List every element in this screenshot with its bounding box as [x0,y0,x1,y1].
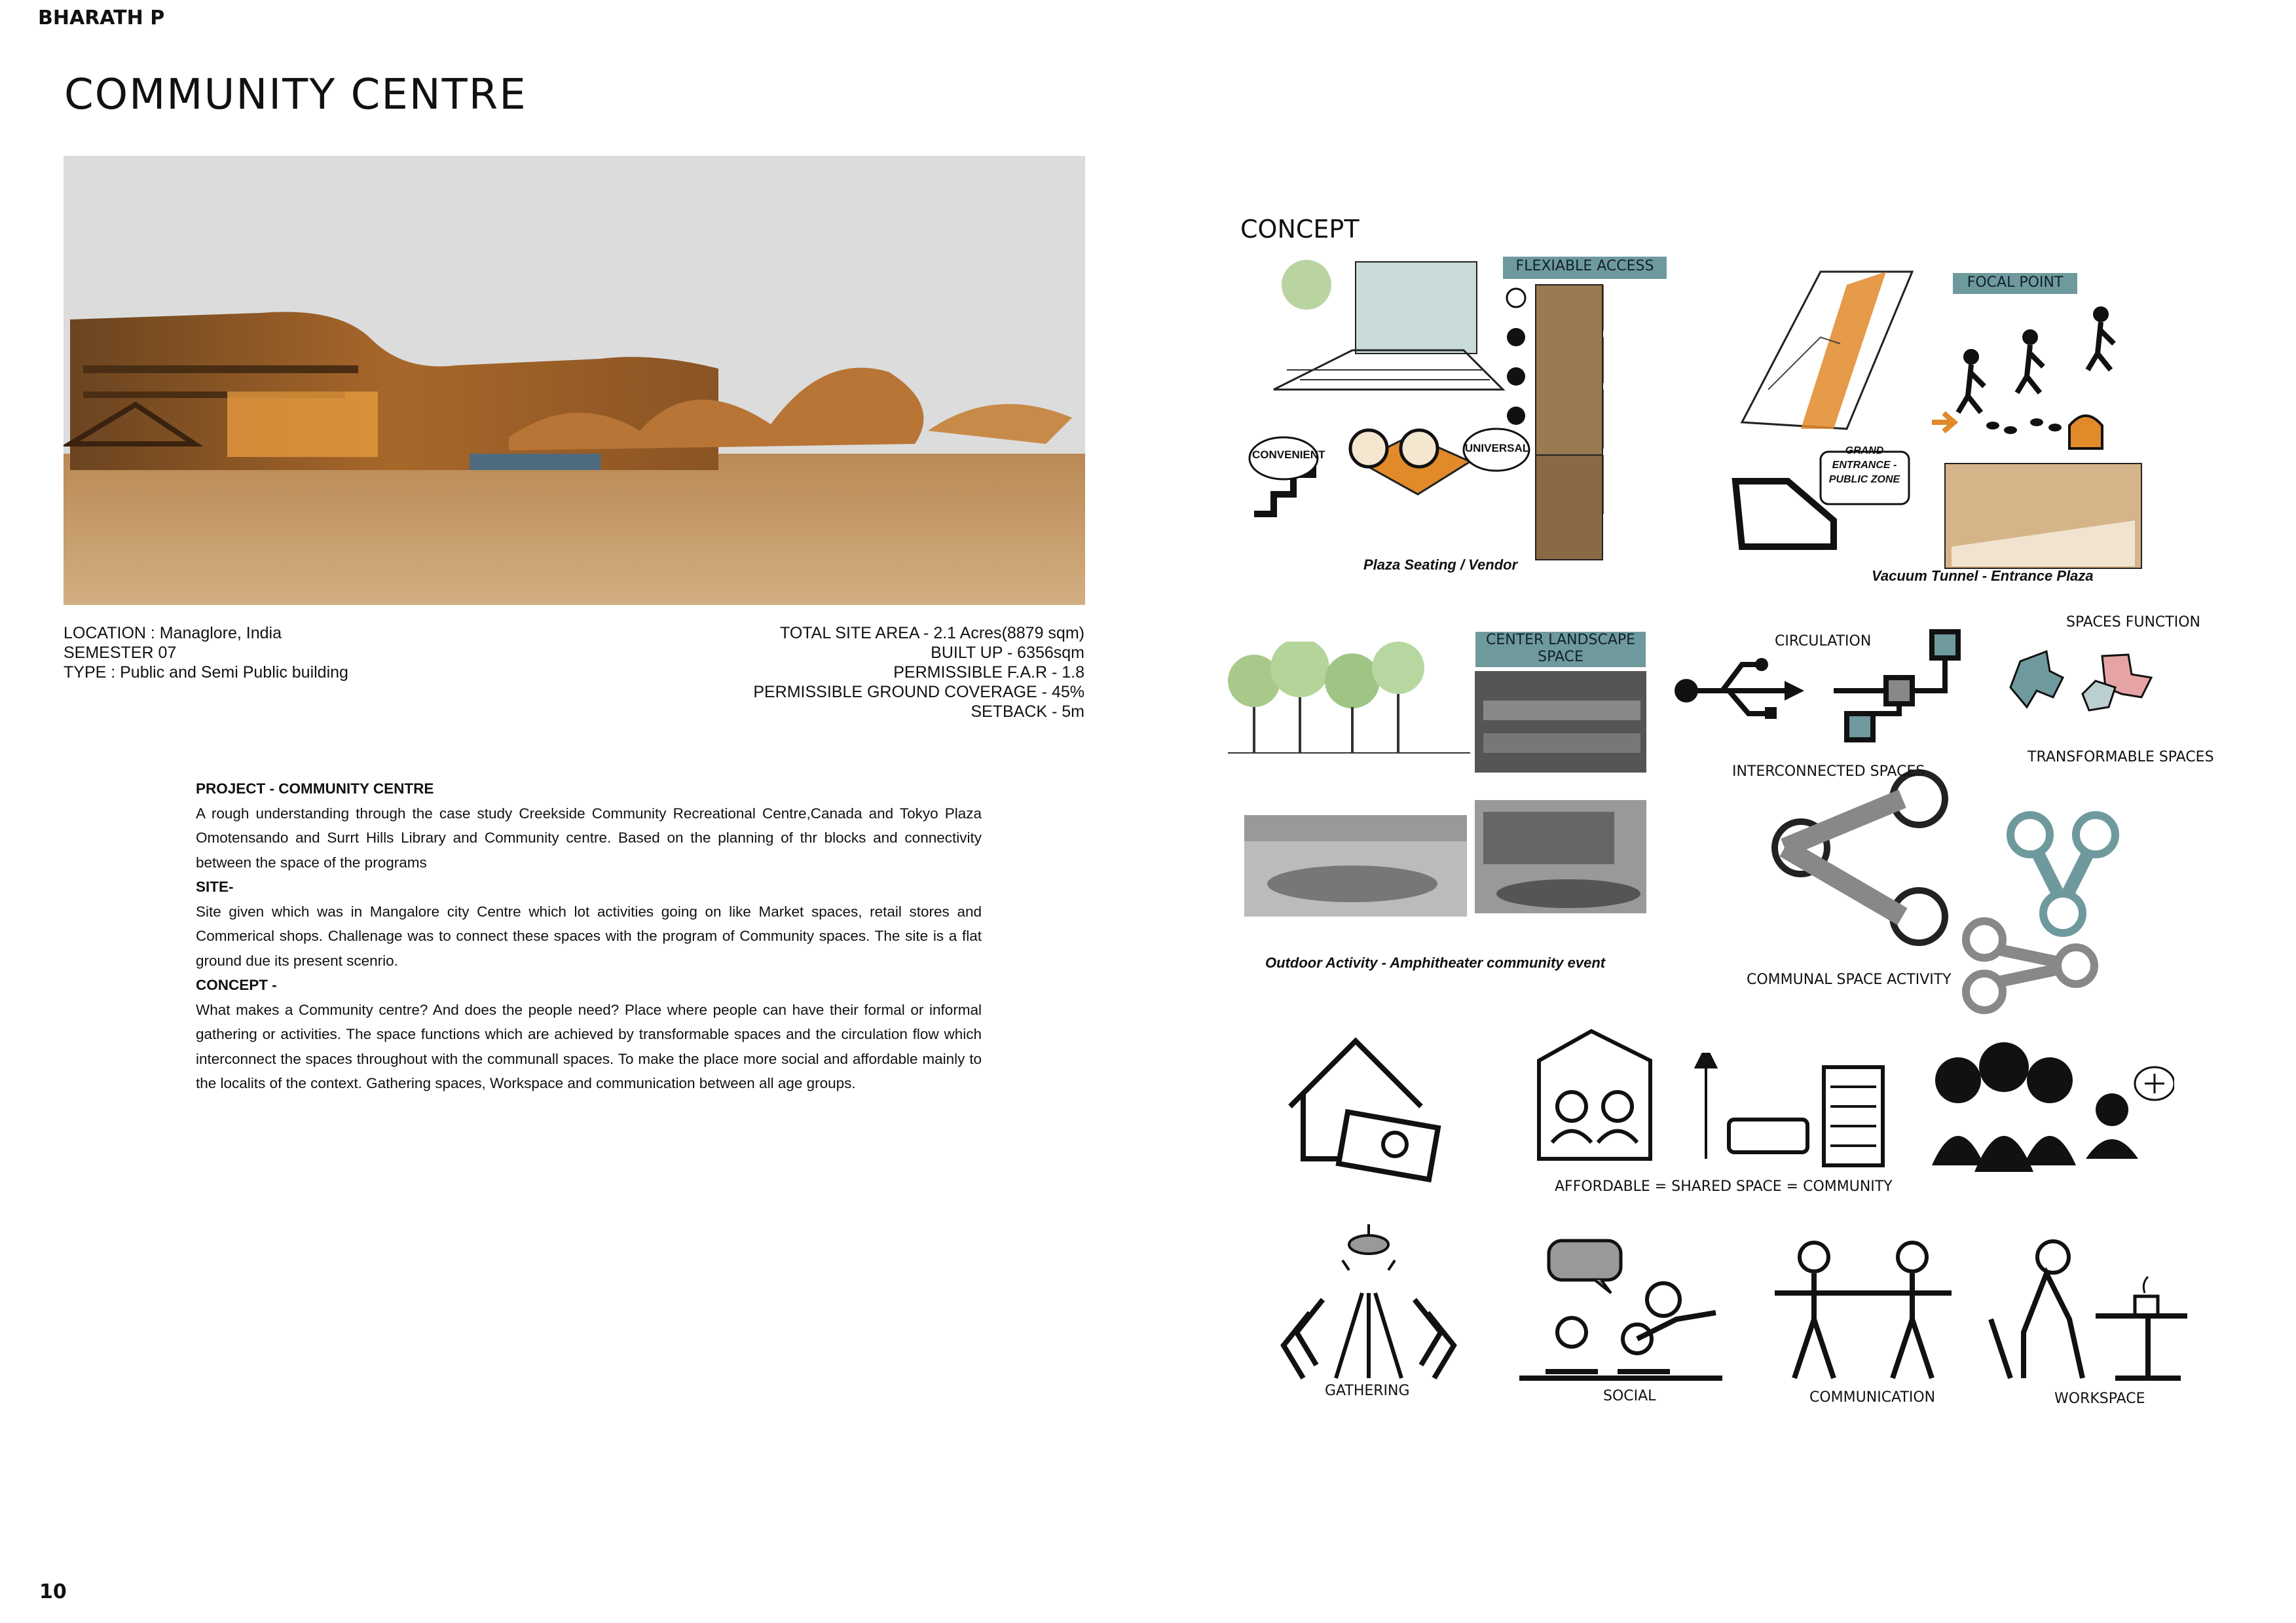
paragraph-site: Site given which was in Mangalore city Centre which lot activities going on like Market spaces, retail stores and Commerical shops. Challenage was to connect these spaces with the program of Community spaces. The site is a flat ground due its present scenrio. [196,903,982,969]
label-social: SOCIAL [1603,1388,1656,1404]
info-setback: SETBACK - 5m [971,702,1084,721]
landscape-images [1228,642,1660,930]
info-built-up: BUILT UP - 6356sqm [931,644,1084,662]
info-semester: SEMESTER 07 [64,644,177,662]
bubble-grand-entrance: GRAND ENTRANCE -PUBLIC ZONE [1828,445,1900,485]
page-title: COMMUNITY CENTRE [64,71,527,119]
page-number: 10 [39,1580,67,1603]
focal-point-sketch [1729,259,2148,586]
heading-concept: CONCEPT - [196,977,277,993]
label-interconnected-spaces: INTERCONNECTED SPACES [1732,763,1925,780]
caption-vacuum-tunnel: Vacuum Tunnel - Entrance Plaza [1872,568,2094,584]
project-info-left [64,623,348,682]
label-circulation: CIRCULATION [1775,633,1872,649]
info-far: PERMISSIBLE F.A.R - 1.8 [893,663,1084,682]
label-communal-space-activity: COMMUNAL SPACE ACTIVITY [1747,972,1952,988]
heading-project: PROJECT - COMMUNITY CENTRE [196,780,434,797]
label-communication: COMMUNICATION [1809,1389,1936,1406]
info-location: LOCATION : Managlore, India [64,624,282,642]
caption-plaza: Plaza Seating / Vendor [1363,556,1518,573]
label-gathering: GATHERING [1325,1383,1410,1399]
project-info-right [655,623,1084,721]
activity-icons [1270,1221,2200,1391]
info-ground-coverage: PERMISSIBLE GROUND COVERAGE - 45% [753,683,1084,701]
tag-flexible-access: FLEXIABLE ACCESS [1503,257,1667,279]
heading-site: SITE- [196,879,234,895]
plaza-sketch [1248,259,1667,579]
info-type: TYPE : Public and Semi Public building [64,663,348,682]
tag-center-landscape: CENTER LANDSCAPE SPACE [1475,632,1646,667]
label-affordable-shared-community: AFFORDABLE = SHARED SPACE = COMMUNITY [1555,1178,1893,1195]
building-render [64,156,1085,605]
bubble-convenient: CONVENIENT [1252,448,1325,461]
label-spaces-function: SPACES FUNCTION [2066,614,2200,630]
paragraph-concept: What makes a Community centre? And does the people need? Place where people can have their formal or informal gathering or activities. The space functions which are achieved by transformable spaces and the circulation flow which interconnect the spaces throughout with the communall spaces. To make the place more social and affordable mainly to the localits of the context. Gathering spaces, Workspace and communication between all age groups. [196,1001,982,1091]
project-description [196,776,982,1096]
concept-title: CONCEPT [1240,215,1360,244]
community-icons [1284,1028,2174,1185]
info-site-area: TOTAL SITE AREA - 2.1 Acres(8879 sqm) [780,624,1084,642]
label-workspace: WORKSPACE [2054,1391,2145,1407]
paragraph-project: A rough understanding through the case study Creekside Community Recreational Centre,Canada and Tokyo Plaza Omotensando and Surrt Hills Library and Community centre. Based on the planning of thr blocks and connectivity between the space of the programs [196,805,982,871]
bubble-universal: UNIVERSAL [1464,442,1530,454]
author-name: BHARATH P [38,7,165,29]
label-transformable-spaces: TRANSFORMABLE SPACES [2028,749,2214,765]
caption-outdoor-activity: Outdoor Activity - Amphitheater community event [1265,955,1606,971]
tag-focal-point: FOCAL POINT [1953,273,2077,294]
